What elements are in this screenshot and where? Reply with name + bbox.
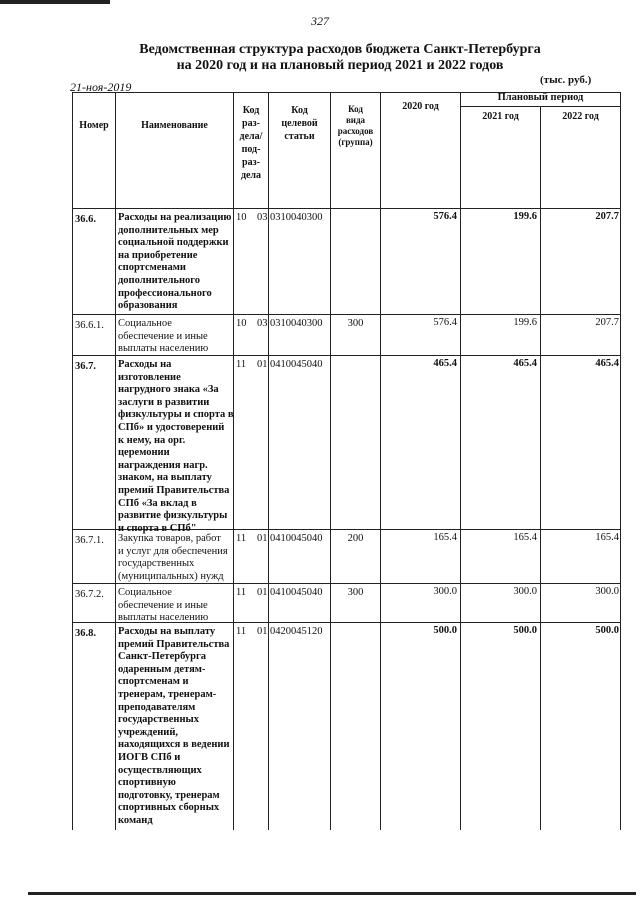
row-name-line: Социальное (118, 587, 172, 598)
row-name-line: профессионального (118, 287, 212, 299)
row-name-line: и услуг для обеспечения (118, 545, 228, 557)
row-section-code: 11 (236, 359, 247, 370)
row-value-2020: 300.0 (433, 586, 457, 597)
row-name-line: команд (118, 814, 153, 826)
col-border-right (620, 92, 621, 830)
row-name-line: государственных (118, 558, 195, 570)
row-subsection-code: 03 (257, 318, 268, 329)
row-name-line: осуществляющих (118, 764, 202, 776)
row-subsection-code: 03 (257, 212, 268, 223)
row-name-line: заслуги в развитии (118, 396, 210, 408)
document-date: 21-ноя-2019 (70, 80, 132, 94)
row-name-line: тренерам, тренерам- (118, 688, 217, 700)
row-name-line: награждения нагр. (118, 459, 208, 471)
row-name (118, 318, 234, 356)
row-target-code: 0310040300 (270, 318, 323, 329)
row-name-line: к нему, на орг. (118, 434, 186, 446)
row-name-line: Расходы на реализацию (118, 212, 232, 223)
row-subsection-code: 01 (257, 587, 268, 598)
col-border (268, 92, 269, 830)
row-target-code: 0420045120 (270, 626, 323, 637)
row-subsection-code: 01 (257, 359, 268, 370)
header-name: Наименование (141, 120, 208, 131)
col-border (330, 92, 331, 830)
row-name-line: и спорта в СПб" (118, 522, 197, 534)
row-name-line: выплаты населению (118, 612, 209, 624)
row-name-line: учреждений, (118, 726, 179, 738)
row-name-line: на приобретение (118, 249, 198, 261)
header-planned-period: Плановый период (497, 92, 584, 103)
row-name-line: спортсменами (118, 262, 186, 274)
row-section-code: 11 (236, 533, 247, 544)
row-number: 36.6. (75, 214, 96, 225)
row-name (118, 626, 234, 828)
row-name-line: знаком, на выплату (118, 472, 212, 484)
row-name-line: преподавателям (118, 701, 196, 713)
row-value-2021: 165.4 (513, 532, 537, 543)
row-value-2021: 199.6 (513, 317, 537, 328)
units-label: (тыс. руб.) (540, 74, 592, 86)
row-name-line: Социальное (118, 318, 172, 329)
row-name-line: государственных (118, 714, 199, 726)
row-name-line: Санкт-Петербурга (118, 651, 207, 663)
scan-bottom-mark (28, 892, 636, 895)
row-name-line: СПб «За вклад в (118, 497, 197, 509)
row-name-line: одаренным детям- (118, 663, 206, 675)
row-value-2022: 207.7 (595, 317, 619, 328)
row-target-code: 0310040300 (270, 212, 323, 223)
header-bottom-border (72, 208, 620, 209)
row-name-line: дополнительного (118, 274, 201, 286)
col-border (115, 92, 116, 830)
col-border-left (72, 92, 73, 830)
page-number: 327 (311, 14, 329, 28)
row-name-line: Расходы на (118, 359, 172, 370)
row-kind-code: 300 (347, 318, 364, 329)
header-number: Номер (79, 120, 109, 131)
header-2020: 2020 год (402, 101, 439, 112)
row-value-2022: 465.4 (595, 358, 619, 369)
row-name-line: обеспечение и иные (118, 330, 208, 342)
document-title-line2: на 2020 год и на плановый период 2021 и 2022 годов (176, 58, 504, 73)
row-name-line: обеспечение и иные (118, 599, 208, 611)
row-number: 36.7.2. (75, 589, 104, 600)
row-name-line: развитие физкультуры (118, 510, 228, 522)
row-section-code: 10 (236, 318, 247, 329)
row-kind-code: 200 (347, 533, 364, 544)
row-target-code: 0410045040 (270, 587, 323, 598)
scan-top-mark (0, 0, 110, 4)
row-value-2022: 207.7 (595, 211, 619, 222)
row-value-2020: 165.4 (433, 532, 457, 543)
header-2021: 2021 год (482, 111, 519, 122)
col-border (380, 92, 381, 830)
document-title-line1: Ведомственная структура расходов бюджета Санкт-Петербурга (139, 42, 541, 57)
header-2022: 2022 год (562, 111, 599, 122)
row-subsection-code: 01 (257, 533, 268, 544)
row-name-line: изготовление (118, 371, 181, 383)
row-target-code: 0410045040 (270, 533, 323, 544)
row-name-line: спортсменам и (118, 676, 189, 688)
row-value-2021: 500.0 (513, 625, 537, 636)
row-name-line: спортивных сборных (118, 802, 220, 814)
row-name-line: находящихся в ведении (118, 739, 230, 751)
row-value-2020: 465.4 (433, 358, 457, 369)
row-name-line: (муниципальных) нужд (118, 570, 224, 582)
row-number: 36.7.1. (75, 535, 104, 546)
row-name-line: нагрудного знака «За (118, 384, 219, 396)
row-section-code: 10 (236, 212, 247, 223)
row-name-line: спортивную (118, 777, 176, 789)
row-name (118, 587, 234, 625)
row-name (118, 533, 234, 583)
row-value-2021: 465.4 (513, 358, 537, 369)
row-name-line: физкультуры и спорта в (118, 409, 234, 421)
row-name-line: Закупка товаров, работ (118, 533, 221, 544)
row-number: 36.6.1. (75, 320, 104, 331)
row-value-2021: 300.0 (513, 586, 537, 597)
row-value-2021: 199.6 (513, 211, 537, 222)
row-value-2022: 165.4 (595, 532, 619, 543)
header-target-code: Код целевой статьи (281, 105, 318, 142)
row-name-line: подготовку, тренерам (118, 789, 220, 801)
row-name (118, 212, 234, 313)
row-value-2020: 500.0 (433, 625, 457, 636)
row-number: 36.8. (75, 628, 96, 639)
row-name-line: дополнительных мер (118, 224, 219, 236)
row-name-line: социальной поддержки (118, 237, 229, 249)
row-value-2022: 500.0 (595, 625, 619, 636)
row-value-2020: 576.4 (433, 211, 457, 222)
row-name (118, 359, 234, 535)
row-name-line: СПб» и удостоверений (118, 421, 225, 433)
row-name-line: Расходы на выплату (118, 626, 216, 637)
col-border (460, 92, 461, 830)
row-kind-code: 300 (347, 587, 364, 598)
row-name-line: образования (118, 300, 178, 312)
header-kind-code: Код вида расходов (группа) (337, 104, 374, 147)
row-name-line: выплаты населению (118, 343, 209, 355)
row-subsection-code: 01 (257, 626, 268, 637)
row-name-line: церемонии (118, 447, 170, 459)
row-name-line: премий Правительства (118, 484, 230, 496)
row-name-line: ИОГВ СПб и (118, 751, 181, 763)
row-number: 36.7. (75, 361, 96, 372)
row-target-code: 0410045040 (270, 359, 323, 370)
row-value-2022: 300.0 (595, 586, 619, 597)
header-section-code: Код раз- дела/ под- раз- дела (239, 105, 263, 181)
row-name-line: премий Правительства (118, 638, 230, 650)
row-section-code: 11 (236, 587, 247, 598)
row-value-2020: 576.4 (433, 317, 457, 328)
row-section-code: 11 (236, 626, 247, 637)
row-divider (72, 314, 620, 315)
